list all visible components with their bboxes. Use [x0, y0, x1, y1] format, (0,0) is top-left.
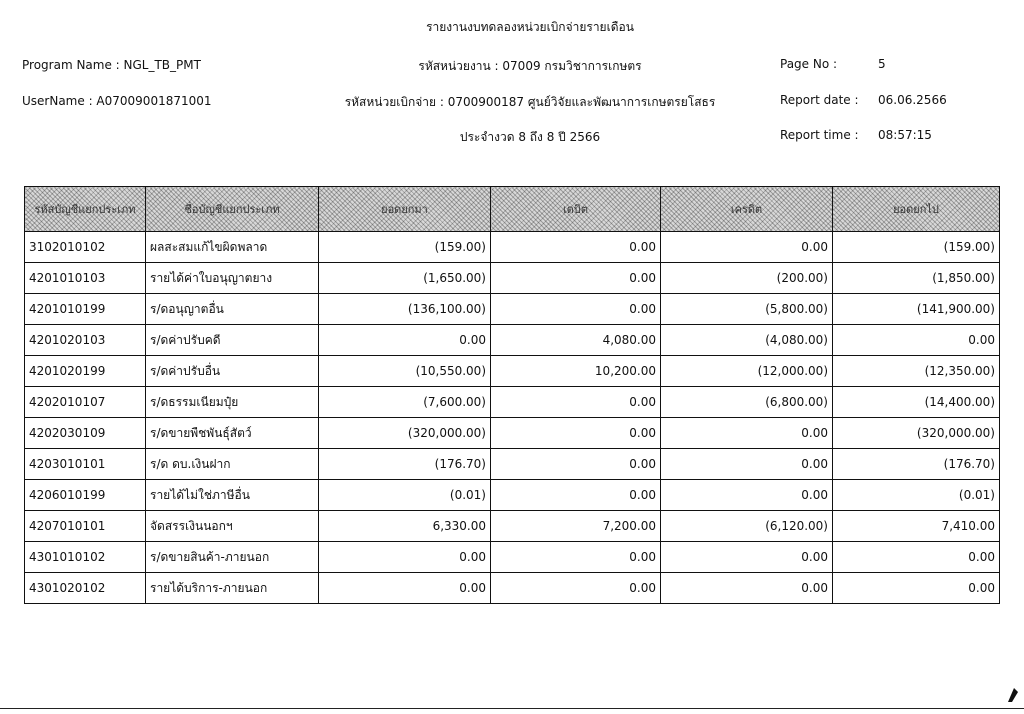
report-time-label: Report time : — [780, 128, 859, 142]
account-code: 4301020102 — [25, 573, 146, 604]
table-header-row — [25, 187, 1000, 232]
carried-forward: (0.01) — [833, 480, 1000, 511]
account-name: ร/ดค่าปรับอื่น — [146, 356, 319, 387]
debit: 0.00 — [491, 418, 661, 449]
debit: 0.00 — [491, 542, 661, 573]
bottom-divider — [0, 708, 1024, 709]
debit: 4,080.00 — [491, 325, 661, 356]
brought-forward: 0.00 — [319, 573, 491, 604]
table-row — [25, 511, 1000, 542]
brought-forward: 6,330.00 — [319, 511, 491, 542]
col-header-credit: เครดิต — [661, 187, 833, 232]
account-code: 4201010103 — [25, 263, 146, 294]
account-name: ร/ดธรรมเนียมปุ๋ย — [146, 387, 319, 418]
account-code: 4206010199 — [25, 480, 146, 511]
debit: 0.00 — [491, 449, 661, 480]
carried-forward: (141,900.00) — [833, 294, 1000, 325]
account-code: 4203010101 — [25, 449, 146, 480]
debit: 0.00 — [491, 387, 661, 418]
carried-forward: 0.00 — [833, 325, 1000, 356]
credit: 0.00 — [661, 418, 833, 449]
scan-corner-mark — [1006, 686, 1020, 704]
brought-forward: (0.01) — [319, 480, 491, 511]
table-row — [25, 356, 1000, 387]
debit: 0.00 — [491, 263, 661, 294]
account-name: ผลสะสมแก้ไขผิดพลาด — [146, 232, 319, 263]
table-row — [25, 542, 1000, 573]
carried-forward: (12,350.00) — [833, 356, 1000, 387]
account-name: ร/ดขายสินค้า-ภายนอก — [146, 542, 319, 573]
debit: 0.00 — [491, 294, 661, 325]
brought-forward: 0.00 — [319, 542, 491, 573]
brought-forward: (7,600.00) — [319, 387, 491, 418]
carried-forward: (176.70) — [833, 449, 1000, 480]
carried-forward: (320,000.00) — [833, 418, 1000, 449]
brought-forward: (10,550.00) — [319, 356, 491, 387]
table-row — [25, 232, 1000, 263]
account-name: ร/ด ดบ.เงินฝาก — [146, 449, 319, 480]
col-header-carried-forward: ยอดยกไป — [833, 187, 1000, 232]
account-code: 4202010107 — [25, 387, 146, 418]
debit: 0.00 — [491, 232, 661, 263]
agency-code: รหัสหน่วยงาน : 07009 กรมวิชาการเกษตร — [418, 59, 642, 73]
brought-forward: 0.00 — [319, 325, 491, 356]
disbursing-unit: รหัสหน่วยเบิกจ่าย : 0700900187 ศูนย์วิจัยและพัฒนาการเกษตรยโสธร — [344, 95, 716, 109]
account-name: รายได้บริการ-ภายนอก — [146, 573, 319, 604]
table-row — [25, 263, 1000, 294]
account-code: 3102010102 — [25, 232, 146, 263]
credit: 0.00 — [661, 542, 833, 573]
account-name: ร/ดค่าปรับคดี — [146, 325, 319, 356]
carried-forward: 7,410.00 — [833, 511, 1000, 542]
program-name: Program Name : NGL_TB_PMT — [22, 58, 201, 72]
col-header-debit: เดบิต — [491, 187, 661, 232]
brought-forward: (1,650.00) — [319, 263, 491, 294]
account-code: 4201010199 — [25, 294, 146, 325]
credit: (4,080.00) — [661, 325, 833, 356]
account-code: 4207010101 — [25, 511, 146, 542]
brought-forward: (320,000.00) — [319, 418, 491, 449]
carried-forward: (159.00) — [833, 232, 1000, 263]
account-code: 4202030109 — [25, 418, 146, 449]
credit: (6,800.00) — [661, 387, 833, 418]
credit: 0.00 — [661, 449, 833, 480]
table-row — [25, 449, 1000, 480]
credit: 0.00 — [661, 480, 833, 511]
debit: 0.00 — [491, 480, 661, 511]
page-no-value: 5 — [878, 57, 886, 71]
account-name: รายได้ค่าใบอนุญาตยาง — [146, 263, 319, 294]
table-row — [25, 387, 1000, 418]
credit: 0.00 — [661, 573, 833, 604]
table-row — [25, 325, 1000, 356]
debit: 10,200.00 — [491, 356, 661, 387]
account-code: 4301010102 — [25, 542, 146, 573]
col-header-account-name: ชื่อบัญชีแยกประเภท — [146, 187, 319, 232]
carried-forward: 0.00 — [833, 573, 1000, 604]
username: UserName : A07009001871001 — [22, 94, 212, 108]
carried-forward: (1,850.00) — [833, 263, 1000, 294]
carried-forward: (14,400.00) — [833, 387, 1000, 418]
report-title: รายงานงบทดลองหน่วยเบิกจ่ายรายเดือน — [426, 20, 634, 34]
account-name: ร/ดขายพืชพันธุ์สัตว์ — [146, 418, 319, 449]
account-name: รายได้ไม่ใช่ภาษีอื่น — [146, 480, 319, 511]
report-date-label: Report date : — [780, 93, 859, 107]
account-code: 4201020103 — [25, 325, 146, 356]
col-header-brought-forward: ยอดยกมา — [319, 187, 491, 232]
report-time-value: 08:57:15 — [878, 128, 932, 142]
debit: 0.00 — [491, 573, 661, 604]
report-date-value: 06.06.2566 — [878, 93, 947, 107]
table-row — [25, 294, 1000, 325]
col-header-account-code: รหัสบัญชีแยกประเภท — [25, 187, 146, 232]
credit: (5,800.00) — [661, 294, 833, 325]
table-row — [25, 573, 1000, 604]
credit: (12,000.00) — [661, 356, 833, 387]
account-name: ร/ดอนุญาตอื่น — [146, 294, 319, 325]
page-no-label: Page No : — [780, 57, 838, 71]
account-code: 4201020199 — [25, 356, 146, 387]
credit: (6,120.00) — [661, 511, 833, 542]
table-row — [25, 480, 1000, 511]
table-row — [25, 418, 1000, 449]
brought-forward: (176.70) — [319, 449, 491, 480]
brought-forward: (159.00) — [319, 232, 491, 263]
account-name: จัดสรรเงินนอกฯ — [146, 511, 319, 542]
trial-balance-table — [24, 186, 1000, 604]
brought-forward: (136,100.00) — [319, 294, 491, 325]
period: ประจำงวด 8 ถึง 8 ปี 2566 — [459, 130, 601, 144]
credit: (200.00) — [661, 263, 833, 294]
debit: 7,200.00 — [491, 511, 661, 542]
carried-forward: 0.00 — [833, 542, 1000, 573]
credit: 0.00 — [661, 232, 833, 263]
